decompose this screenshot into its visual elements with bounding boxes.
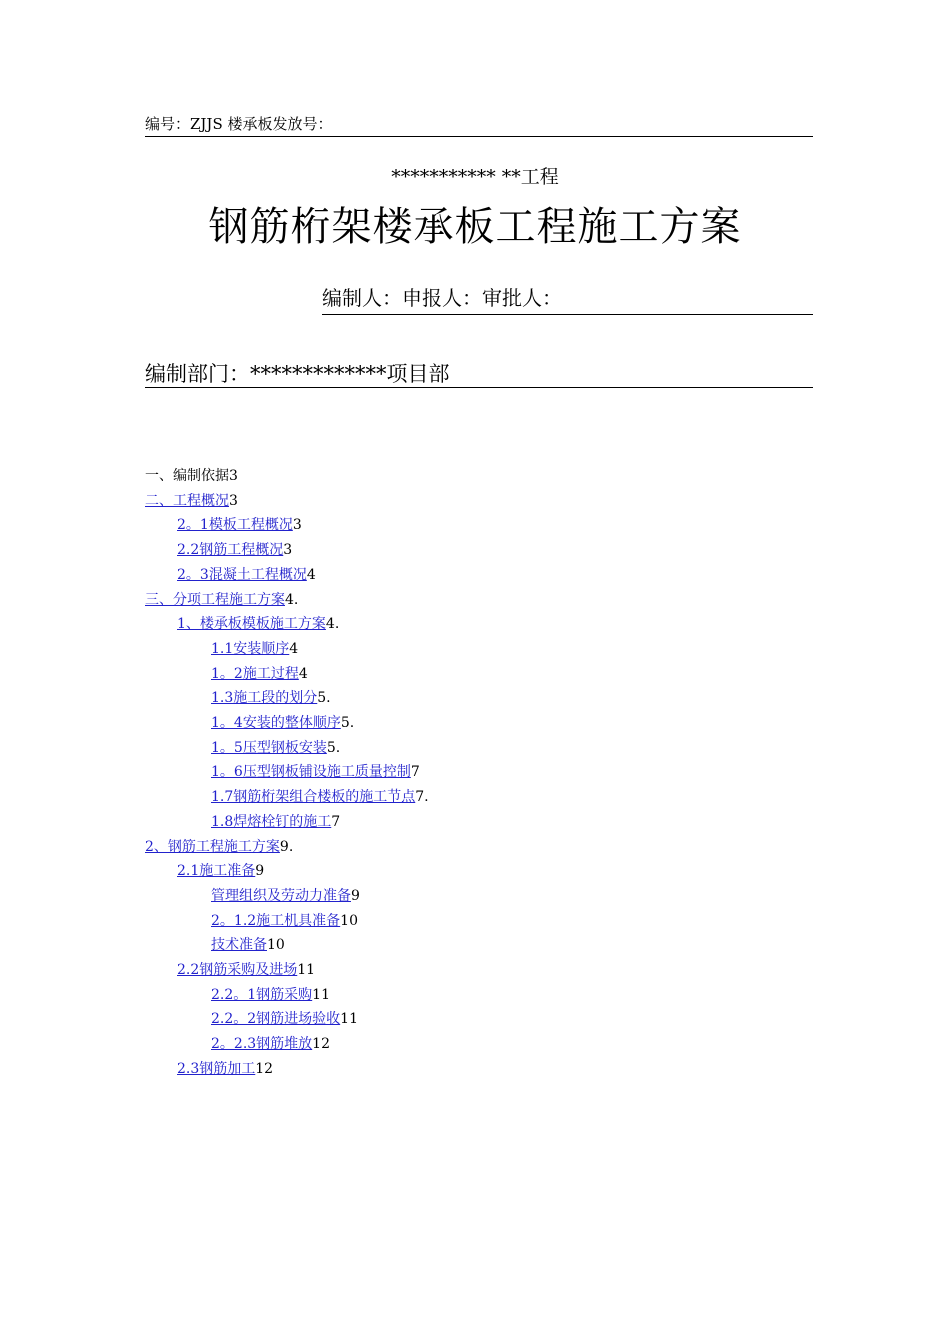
toc-page-number: 9 — [351, 887, 360, 904]
toc-entry[interactable] — [211, 1007, 358, 1031]
document-serial-text: 编号：ZJJS 楼承板发放号： — [145, 115, 333, 133]
toc-entry[interactable] — [145, 489, 238, 513]
toc-page-number: 3 — [229, 468, 238, 484]
toc-entry[interactable] — [211, 933, 285, 957]
toc-page-number: 11 — [340, 1011, 358, 1028]
toc-link[interactable]: 2.2钢筋采购及进场 — [177, 962, 298, 978]
toc-entry[interactable] — [211, 736, 340, 760]
toc-entry[interactable] — [177, 1057, 273, 1081]
toc-page-number: 9 — [255, 863, 265, 880]
toc-entry[interactable] — [211, 662, 308, 686]
toc-link[interactable]: 1.8焊熔栓钉的施工 — [211, 813, 332, 830]
toc-link[interactable]: 2.2。1钢筋采购 — [211, 986, 313, 1003]
toc-entry[interactable] — [211, 637, 298, 661]
toc-page-number: 7. — [415, 789, 429, 806]
toc-link[interactable]: 1。5压型钢板安装 — [211, 739, 327, 756]
toc-link[interactable]: 1.7钢筋桁架组合楼板的施工节点 — [211, 789, 416, 806]
department-line — [145, 359, 813, 388]
signature-labels: 编制人：申报人：审批人： — [322, 286, 562, 310]
toc-page-number: 3 — [283, 542, 293, 559]
toc-link[interactable]: 三、分项工程施工方案 — [145, 591, 285, 608]
toc-entry[interactable] — [177, 538, 292, 562]
toc-page-number: 9. — [279, 838, 294, 855]
toc-link[interactable]: 2、钢筋工程施工方案 — [145, 838, 280, 855]
toc-link[interactable]: 2。1模板工程概况 — [177, 517, 293, 534]
toc-link[interactable]: 1。6压型钢板铺设施工质量控制 — [211, 764, 411, 781]
toc-page-number: 3 — [229, 492, 238, 509]
document-serial-line — [145, 112, 813, 137]
toc-entry[interactable] — [145, 464, 238, 488]
signature-line — [322, 283, 813, 315]
toc-page-number: 11 — [312, 986, 330, 1003]
toc-entry[interactable] — [211, 983, 330, 1007]
department-text: 编制部门：*************项目部 — [145, 362, 450, 386]
toc-page-number: 10 — [340, 912, 358, 929]
toc-link[interactable]: 技术准备 — [211, 937, 267, 954]
toc-entry[interactable] — [177, 563, 316, 587]
toc-page-number: 12 — [255, 1060, 274, 1077]
toc-page-number: 4 — [306, 566, 316, 583]
toc-link[interactable]: 1、楼承板模板施工方案 — [177, 616, 326, 633]
toc-entry[interactable] — [177, 513, 302, 537]
toc-entry[interactable] — [177, 859, 264, 883]
toc-entry[interactable] — [211, 884, 360, 908]
toc-page-number: 7 — [331, 813, 341, 830]
toc-page-number: 5. — [340, 715, 355, 731]
toc-entry[interactable] — [177, 612, 339, 636]
toc-link[interactable]: 2。3混凝土工程概况 — [177, 566, 307, 583]
toc-entry[interactable] — [145, 588, 298, 612]
toc-link[interactable]: 1。4安装的整体顺序 — [211, 715, 341, 731]
toc-entry[interactable] — [145, 835, 293, 859]
toc-page-number: 5. — [317, 690, 331, 707]
toc-link[interactable]: 2。2.3钢筋堆放 — [211, 1036, 313, 1053]
toc-page-number: 10 — [267, 937, 285, 954]
toc-link[interactable]: 2.2钢筋工程概况 — [177, 542, 284, 559]
toc-entry[interactable] — [211, 711, 354, 735]
toc-page-number: 5. — [326, 739, 341, 756]
toc-link[interactable]: 2。1.2施工机具准备 — [211, 912, 341, 929]
toc-entry[interactable] — [211, 810, 340, 834]
toc-page-number: 11 — [297, 962, 316, 978]
toc-page-number: 3 — [292, 517, 302, 534]
project-name: *********** **工程 — [391, 166, 559, 188]
toc-link[interactable]: 1。2施工过程 — [211, 665, 299, 682]
toc-entry[interactable] — [211, 1032, 330, 1056]
toc-page-number: 4. — [325, 616, 340, 633]
toc-link[interactable]: 二、工程概况 — [145, 492, 229, 509]
toc-page-number: 4 — [289, 640, 299, 657]
toc-link[interactable]: 2.1施工准备 — [177, 863, 256, 880]
toc-link[interactable]: 一、编制依据 — [145, 468, 229, 484]
toc-page-number: 12 — [312, 1036, 330, 1053]
document-title: 钢筋桁架楼承板工程施工方案 — [208, 204, 742, 250]
toc-link[interactable]: 2.3钢筋加工 — [177, 1060, 256, 1077]
toc-link[interactable]: 管理组织及劳动力准备 — [211, 887, 351, 904]
toc-page-number: 7 — [410, 764, 420, 781]
toc-link[interactable]: 1.3施工段的划分 — [211, 690, 318, 707]
toc-link[interactable]: 1.1安装顺序 — [211, 640, 290, 657]
toc-entry[interactable] — [211, 760, 420, 784]
toc-entry[interactable] — [177, 958, 315, 982]
toc-entry[interactable] — [211, 785, 429, 809]
toc-link[interactable]: 2.2。2钢筋进场验收 — [211, 1011, 341, 1028]
toc-entry[interactable] — [211, 909, 358, 933]
toc-page-number: 4. — [285, 591, 299, 608]
toc-page-number: 4 — [298, 665, 308, 682]
toc-entry[interactable] — [211, 686, 331, 710]
